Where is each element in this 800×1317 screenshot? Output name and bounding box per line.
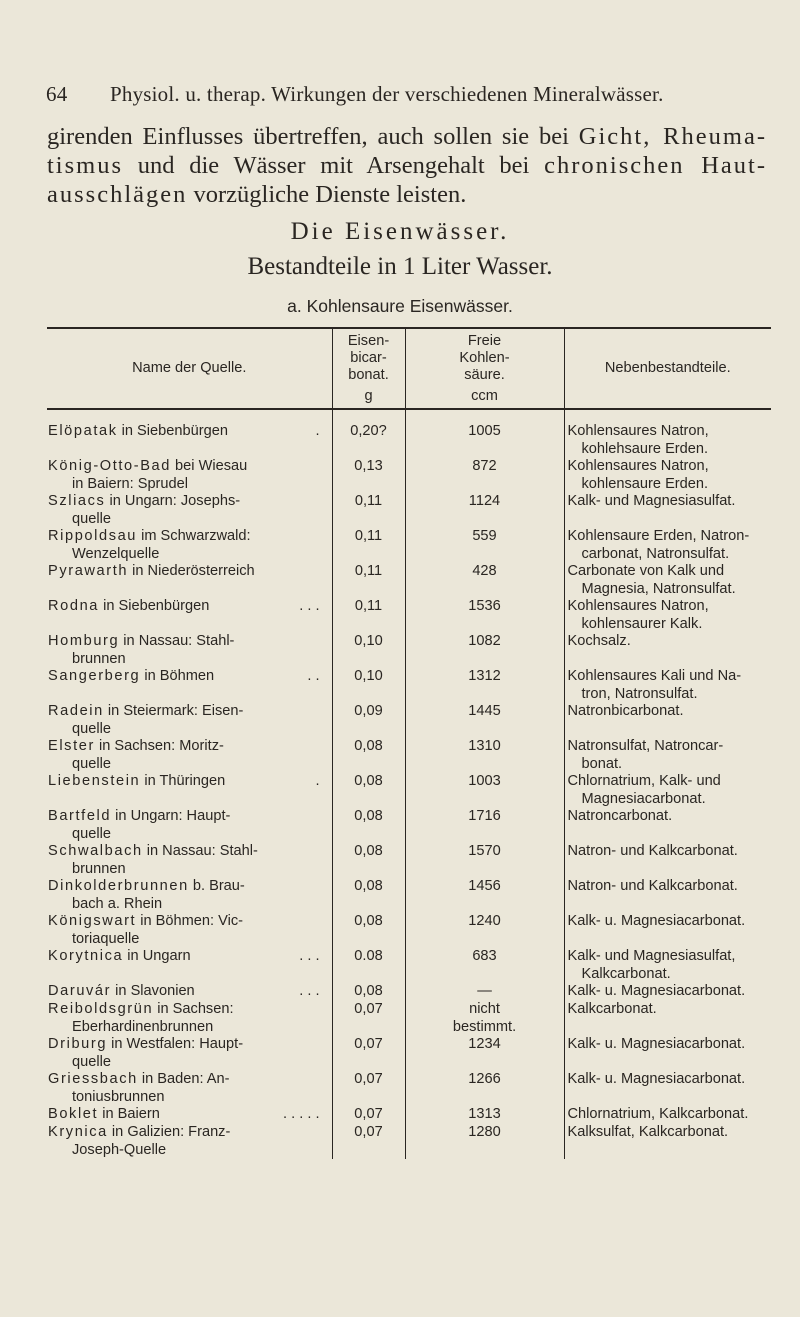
cell-freie: 1456 [405,878,564,913]
cell-neben: Natronbicarbonat. [564,703,771,738]
cell-eisen: 0,10 [332,668,405,703]
table-row [47,668,771,703]
cell-eisen: 0,11 [332,598,405,633]
source-location: im Schwarzwald: [137,528,251,544]
cell-freie: 1312 [405,668,564,703]
cell-freie: 1445 [405,703,564,738]
source-name: Driburg [48,1036,108,1052]
cell-freie: 1003 [405,773,564,808]
cell-eisen: 0,07 [332,1071,405,1106]
intro-emph-1: Gicht, Rheuma-tismus [47,123,767,179]
source-location: in Nassau: Stahl- [142,843,258,859]
cell-source-name [47,1106,332,1124]
source-location: in Siebenbürgen [99,598,210,614]
leader-dots: . . . [295,983,320,999]
source-name: Boklet [48,1106,99,1122]
table-row [47,1001,771,1036]
table-row [47,738,771,773]
source-location: b. Brau- [188,878,245,894]
source-location-cont: quelle [72,1053,111,1070]
cell-source-name [47,773,332,808]
source-location: in Galizien: Franz- [107,1124,231,1140]
running-title: Physiol. u. therap. Wirkungen der verschiedenen Mineralwässer. [110,82,664,106]
cell-source-name [47,983,332,1001]
cell-freie: nicht bestimmt. [405,1001,564,1036]
header-eisen: Eisen- bicar- bonat. g [332,328,405,409]
cell-eisen: 0,08 [332,913,405,948]
cell-freie: 1280 [405,1124,564,1159]
cell-neben: Natron- und Kalkcarbonat. [564,843,771,878]
cell-neben: Kalkcarbonat. [564,1001,771,1036]
source-location-cont: quelle [72,510,111,527]
source-location: in Sachsen: Moritz- [94,738,224,754]
cell-neben: Kohlensaure Erden, Natron- carbonat, Natronsulfat. [564,528,771,563]
cell-neben: Kohlensaures Kali und Na- tron, Natronsulfat. [564,668,771,703]
source-location: bei Wiesau [171,458,248,474]
intro-emph-2: chronischen Haut-ausschlägen [47,152,767,208]
cell-source-name [47,493,332,528]
table-row [47,703,771,738]
cell-freie: 1310 [405,738,564,773]
source-location-cont: in Baiern: Sprudel [72,475,189,492]
source-name: Szliacs [48,493,106,509]
cell-freie: 1266 [405,1071,564,1106]
cell-source-name [47,668,332,703]
cell-eisen: 0,10 [332,633,405,668]
section-title: Die Eisenwässer. [290,218,510,245]
cell-source-name [47,808,332,843]
source-name: Elöpatak [48,423,118,439]
source-name: Bartfeld [48,808,112,824]
source-location: in Thüringen [140,773,226,789]
cell-eisen: 0,13 [332,458,405,493]
cell-freie: — [405,983,564,1001]
table-row [47,528,771,563]
cell-source-name [47,878,332,913]
table-row [47,878,771,913]
source-location-cont: brunnen [72,650,126,667]
source-location: in Niederösterreich [128,563,255,579]
source-location: in Ungarn: Josephs- [105,493,241,509]
table-row [47,808,771,843]
composition-table [47,327,771,1159]
table-row [47,843,771,878]
source-name: Radein [48,703,104,719]
cell-eisen: 0.08 [332,948,405,983]
cell-freie: 1005 [405,409,564,458]
source-location: in Böhmen [140,668,215,684]
cell-source-name [47,1036,332,1071]
table-header-row [47,328,771,409]
cell-eisen: 0,07 [332,1036,405,1071]
source-location: in Steiermark: Eisen- [103,703,244,719]
source-name: Rodna [48,598,100,614]
intro-text-3: vorzügliche Dienste leisten. [187,181,467,208]
source-name: König-Otto-Bad [48,458,171,474]
cell-source-name [47,1071,332,1106]
cell-eisen: 0,08 [332,808,405,843]
source-name: Korytnica [48,948,124,964]
source-location-cont: Joseph-Quelle [72,1141,167,1158]
source-location: in Westfalen: Haupt- [107,1036,244,1052]
cell-neben: Natroncarbonat. [564,808,771,843]
cell-freie: 1240 [405,913,564,948]
cell-eisen: 0,07 [332,1001,405,1036]
cell-freie: 428 [405,563,564,598]
source-name: Elster [48,738,95,754]
table-row [47,1071,771,1106]
table-row [47,1124,771,1159]
leader-dots: . . . . . [278,1106,320,1122]
source-location: in Ungarn: Haupt- [111,808,231,824]
cell-eisen: 0,07 [332,1124,405,1159]
cell-neben: Kalk- u. Magnesiacarbonat. [564,1036,771,1071]
cell-source-name [47,409,332,458]
source-location: in Ungarn [123,948,191,964]
table-row [47,598,771,633]
source-location: in Sachsen: [153,1001,234,1017]
source-location-cont: quelle [72,720,111,737]
cell-eisen: 0,11 [332,493,405,528]
leader-dots: . [311,773,320,789]
cell-eisen: 0,11 [332,563,405,598]
cell-source-name [47,738,332,773]
leader-dots: . . . [295,598,320,614]
cell-neben: Kalk- und Magnesiasulfat, Kalkcarbonat. [564,948,771,983]
source-location-cont: quelle [72,825,111,842]
cell-eisen: 0,08 [332,738,405,773]
cell-eisen: 0,08 [332,878,405,913]
cell-source-name [47,703,332,738]
source-location-cont: toniusbrunnen [72,1088,165,1105]
source-location: in Nassau: Stahl- [119,633,235,649]
source-name: Königswart [48,913,137,929]
source-location-cont: bach a. Rhein [72,895,163,912]
cell-eisen: 0,08 [332,773,405,808]
source-name: Krynica [48,1124,108,1140]
table-row [47,1036,771,1071]
source-location: in Slavonien [111,983,195,999]
source-name: Reiboldsgrün [48,1001,154,1017]
cell-freie: 872 [405,458,564,493]
cell-source-name [47,458,332,493]
table-body [47,409,771,1159]
cell-eisen: 0,08 [332,843,405,878]
cell-neben: Natron- und Kalkcarbonat. [564,878,771,913]
source-name: Sangerberg [48,668,141,684]
source-location-cont: brunnen [72,860,126,877]
table-row [47,633,771,668]
source-name: Pyrawarth [48,563,129,579]
table-row [47,773,771,808]
source-location-cont: toriaquelle [72,930,140,947]
cell-source-name [47,633,332,668]
table-row [47,493,771,528]
cell-neben: Carbonate von Kalk und Magnesia, Natronsulfat. [564,563,771,598]
source-location: in Siebenbürgen [117,423,228,439]
cell-neben: Kochsalz. [564,633,771,668]
source-location: in Baden: An- [137,1071,230,1087]
cell-neben: Kohlensaures Natron, kohlensaure Erden. [564,458,771,493]
intro-text-1: girenden Einflusses übertreffen, auch sollen sie bei [47,123,579,150]
cell-eisen: 0,09 [332,703,405,738]
cell-source-name [47,1001,332,1036]
table-row [47,948,771,983]
cell-neben: Kohlensaures Natron, kohlensaurer Kalk. [564,598,771,633]
cell-freie: 1313 [405,1106,564,1124]
source-location: in Baiern [98,1106,160,1122]
source-location-cont: Wenzelquelle [72,545,160,562]
cell-eisen: 0,20? [332,409,405,458]
table-row [47,409,771,458]
cell-neben: Chlornatrium, Kalkcarbonat. [564,1106,771,1124]
header-name: Name der Quelle. [47,328,332,409]
cell-source-name [47,843,332,878]
cell-source-name [47,598,332,633]
page-number: 64 [46,82,68,106]
cell-freie: 1536 [405,598,564,633]
cell-source-name [47,563,332,598]
cell-neben: Kohlensaures Natron, kohlehsaure Erden. [564,409,771,458]
cell-neben: Kalksulfat, Kalkcarbonat. [564,1124,771,1159]
source-location: in Böhmen: Vic- [136,913,244,929]
cell-eisen: 0,07 [332,1106,405,1124]
source-name: Liebenstein [48,773,141,789]
header-neben: Nebenbestandteile. [564,328,771,409]
cell-neben: Kalk- u. Magnesiacarbonat. [564,913,771,948]
table-row [47,563,771,598]
leader-dots: . . . [295,948,320,964]
cell-freie: 1124 [405,493,564,528]
intro-text-2: und die Wässer mit Arsengehalt bei [123,152,545,179]
source-name: Schwalbach [48,843,143,859]
table-row [47,458,771,493]
cell-neben: Chlornatrium, Kalk- und Magnesiacarbonat. [564,773,771,808]
cell-freie: 1234 [405,1036,564,1071]
source-location-cont: quelle [72,755,111,772]
table-row [47,1106,771,1124]
cell-eisen: 0,11 [332,528,405,563]
cell-neben: Kalk- und Magnesiasulfat. [564,493,771,528]
table-row [47,983,771,1001]
source-name: Dinkolderbrunnen [48,878,189,894]
table-row [47,913,771,948]
leader-dots: . [311,423,320,439]
cell-freie: 1082 [405,633,564,668]
cell-source-name [47,1124,332,1159]
source-name: Homburg [48,633,120,649]
cell-freie: 1716 [405,808,564,843]
cell-source-name [47,948,332,983]
cell-source-name [47,913,332,948]
source-location-cont: Eberhardinenbrunnen [72,1018,214,1035]
source-name: Rippoldsau [48,528,138,544]
table-caption: a. Kohlensaure Eisenwässer. [287,296,513,316]
section-subtitle: Bestandteile in 1 Liter Wasser. [247,253,553,280]
cell-neben: Natronsulfat, Natroncar- bonat. [564,738,771,773]
cell-neben: Kalk- u. Magnesiacarbonat. [564,983,771,1001]
cell-freie: 1570 [405,843,564,878]
source-name: Daruvár [48,983,112,999]
intro-paragraph [47,122,767,209]
source-name: Griessbach [48,1071,138,1087]
cell-neben: Kalk- u. Magnesiacarbonat. [564,1071,771,1106]
leader-dots: . . [303,668,320,684]
header-freie: Freie Kohlen- säure. ccm [405,328,564,409]
cell-freie: 683 [405,948,564,983]
cell-freie: 559 [405,528,564,563]
cell-eisen: 0,08 [332,983,405,1001]
cell-source-name [47,528,332,563]
